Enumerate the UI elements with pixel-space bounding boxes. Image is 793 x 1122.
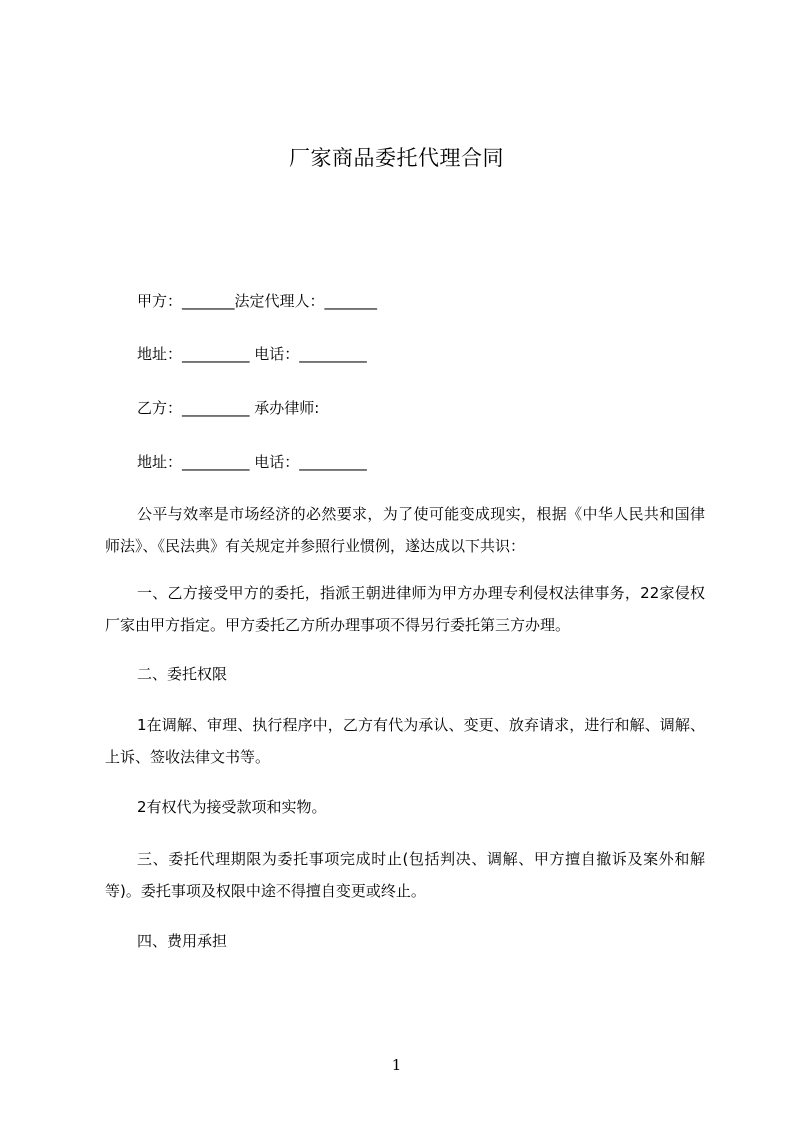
document-title: 厂家商品委托代理合同 xyxy=(289,146,504,170)
party-a-line: 甲方：_______法定代理人：_______ xyxy=(137,292,378,310)
party-a-address-line: 地址：_________ 电话：_________ xyxy=(137,345,367,363)
clause-3-paragraph: 三、委托代理期限为委托事项完成时止(包括判决、调解、甲方擅自撤诉及案外和解等)。委托事项及权限中途不得擅自变更或终止。 xyxy=(105,850,705,900)
clause-1-paragraph: 一、乙方接受甲方的委托，指派王朝进律师为甲方办理专利侵权法律事务，22家侵权厂家由甲方指定。甲方委托乙方所办理事项不得另行委托第三方办理。 xyxy=(105,584,705,634)
page-number: 1 xyxy=(391,1056,402,1074)
clause-2-heading: 二、委托权限 xyxy=(137,665,228,683)
clause-2-item-2: 2有权代为接受款项和实物。 xyxy=(137,798,327,816)
clause-2-item-1: 1在调解、审理、执行程序中，乙方有代为承认、变更、放弃请求，进行和解、调解、上诉、签收法律文书等。 xyxy=(105,716,705,766)
party-b-line: 乙方：_________ 承办律师: xyxy=(137,399,320,417)
party-b-address-line: 地址：_________ 电话：_________ xyxy=(137,453,367,471)
preamble-paragraph: 公平与效率是市场经济的必然要求，为了使可能变成现实，根据《中华人民共和国律师法》、《民法典》有关规定并参照行业惯例，遂达成以下共识： xyxy=(105,505,705,555)
clause-4-heading: 四、费用承担 xyxy=(137,932,228,950)
